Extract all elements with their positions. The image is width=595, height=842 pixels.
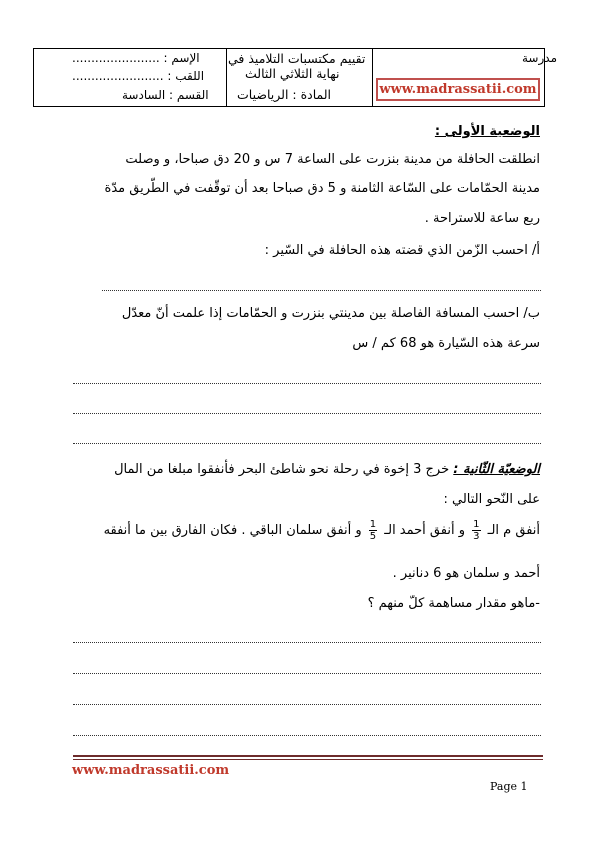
fraction-one-fifth: $\frac{1}{5}$ — [369, 519, 377, 542]
header-subject: المادة : الرياضيات — [237, 87, 332, 102]
spend-part3: و أنفق سلمان الباقي . فكان الفارق بين ما أنفقه — [103, 523, 362, 538]
situation1-line3: ربع ساعة للاستراحة . — [424, 211, 540, 226]
answer-line-b1[interactable] — [73, 383, 541, 384]
name-field[interactable]: الإسم : ....................... — [72, 51, 200, 65]
header-title-line1: تقييم مكتسبات التلاميذ في — [228, 51, 366, 66]
header-divider-left — [226, 49, 227, 106]
situation2-intro2: على النّحو التالي : — [443, 492, 540, 507]
school-label: مدرسة — [522, 51, 558, 65]
answer-line-c4[interactable] — [73, 735, 541, 736]
answer-line-a[interactable] — [102, 290, 541, 291]
header-divider-right — [372, 49, 373, 106]
spend-part2: و أنفق أحمد الـ — [384, 523, 465, 538]
header-title-line2: نهاية الثلاثي الثالث — [245, 66, 340, 81]
header-site-link[interactable] — [376, 78, 540, 101]
footer-rule-thin — [73, 759, 543, 760]
answer-line-b2[interactable] — [73, 413, 541, 414]
situation1-heading: الوضعية الأولى : — [434, 124, 540, 139]
situation2-question: -ماهو مقدار مساهمة كلّ منهم ؟ — [367, 596, 540, 611]
footer-rule — [73, 755, 543, 757]
situation2-line1 — [114, 462, 540, 477]
surname-field[interactable]: اللقب : ........................ — [72, 69, 205, 83]
answer-line-c1[interactable] — [73, 642, 541, 643]
answer-line-c3[interactable] — [73, 704, 541, 705]
page-number: Page 1 — [490, 780, 528, 793]
situation2-heading: الوضعيّة الثّانية : — [453, 462, 540, 477]
spending-line — [104, 519, 540, 542]
answer-line-b3[interactable] — [73, 443, 541, 444]
question-b-line1: ب/ احسب المسافة الفاصلة بين مدينتي بنزرت و الحمّامات إذا علمت أنّ معدّل — [121, 306, 540, 321]
answer-line-c2[interactable] — [73, 673, 541, 674]
situation1-line2: مدينة الحمّامات على السّاعة الثامنة و 5 دق صباحا بعد أن توقّفت في الطّريق مدّة — [104, 181, 540, 196]
footer-site-link[interactable]: www.madrassatii.com — [72, 763, 230, 778]
spending-line2: أحمد و سلمان هو 6 دنانير . — [392, 566, 540, 581]
class-field: القسم : السادسة — [122, 88, 209, 102]
situation1-line1: انطلقت الحافلة من مدينة بنزرت على الساعة 7 س و 20 دق صباحا، و وصلت — [125, 152, 540, 167]
fraction-one-third: $\frac{1}{3}$ — [473, 519, 480, 542]
header-site-text: www.madrassatii.com — [379, 82, 537, 97]
question-b-line2: سرعة هذه السّيارة هو 68 كم / س — [352, 336, 540, 351]
spend-part1: أنفق م الـ — [487, 523, 540, 538]
question-a: أ/ احسب الزّمن الذي قضته هذه الحافلة في السّير : — [264, 243, 540, 258]
situation2-intro1: خرج 3 إخوة في رحلة نحو شاطئ البحر فأنفقوا مبلغا من المال — [114, 462, 450, 477]
